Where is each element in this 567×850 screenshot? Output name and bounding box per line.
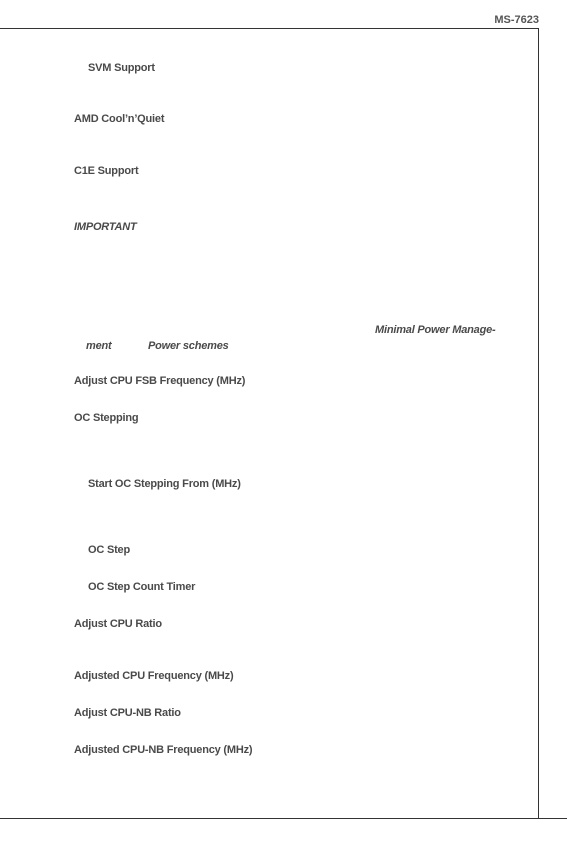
oc-step-label: OC Step (88, 544, 130, 556)
power-schemes-text: Power schemes (148, 340, 229, 352)
minimal-power-management-text: Minimal Power Manage- (375, 324, 496, 336)
adjust-cpu-ratio-label: Adjust CPU Ratio (74, 618, 162, 630)
right-rule (538, 28, 539, 818)
adjust-cpu-fsb-frequency-label: Adjust CPU FSB Frequency (MHz) (74, 375, 246, 387)
oc-step-count-timer-label: OC Step Count Timer (88, 581, 196, 593)
oc-stepping-label: OC Stepping (74, 412, 139, 424)
model-number: MS-7623 (494, 14, 539, 26)
management-continuation-text: ment (86, 340, 112, 352)
cool-n-quiet-label: AMD Cool’n’Quiet (74, 113, 165, 125)
start-oc-stepping-label: Start OC Stepping From (MHz) (88, 478, 241, 490)
adjust-cpu-nb-ratio-label: Adjust CPU-NB Ratio (74, 707, 181, 719)
bottom-rule (0, 818, 567, 819)
svm-support-label: SVM Support (88, 62, 155, 74)
adjusted-cpu-nb-frequency-label: Adjusted CPU-NB Frequency (MHz) (74, 744, 253, 756)
important-label: IMPORTANT (74, 221, 137, 233)
c1e-support-label: C1E Support (74, 165, 139, 177)
adjusted-cpu-frequency-label: Adjusted CPU Frequency (MHz) (74, 670, 234, 682)
top-rule (0, 28, 539, 29)
